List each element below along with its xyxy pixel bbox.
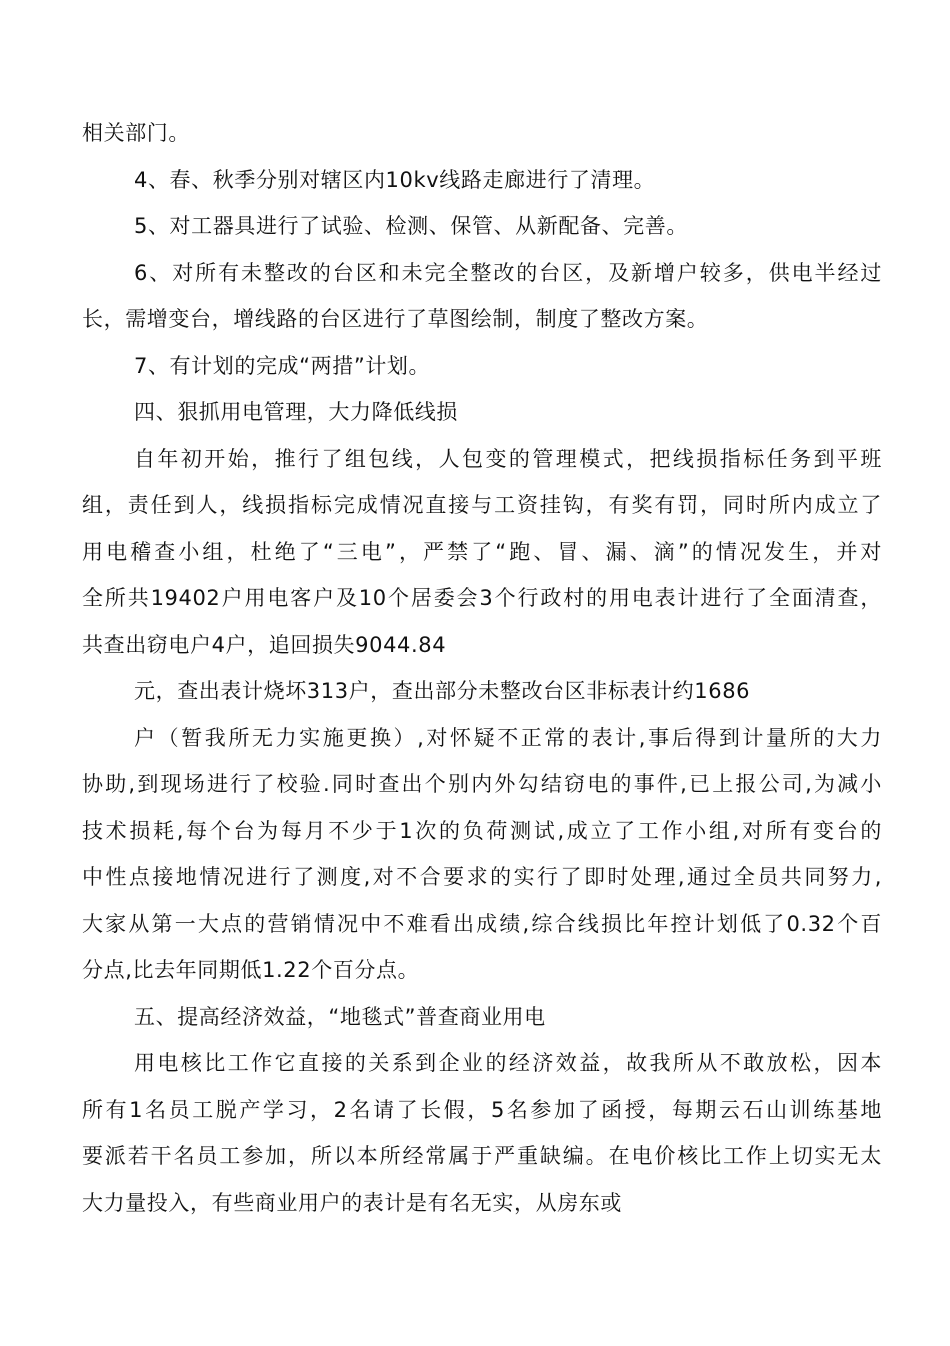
paragraph-line: 组，责任到人，线损指标完成情况直接与工资挂钩，有奖有罚，同时所内成立了 xyxy=(82,493,882,517)
paragraph-line: 元，查出表计烧坏313户，查出部分未整改台区非标表计约1686 xyxy=(134,679,751,703)
text-line: 长，需增变台，增线路的台区进行了草图绘制，制度了整改方案。 xyxy=(82,307,709,331)
paragraph-line: 共查出窃电户4户，追回损失9044.84 xyxy=(82,632,447,657)
paragraph-line: 自年初开始，推行了组包线，人包变的管理模式，把线损指标任务到平班 xyxy=(134,446,882,471)
paragraph-line: 全所共19402户用电客户及10个居委会3个行政村的用电表计进行了全面清查， xyxy=(82,586,882,610)
paragraph-line: 协助,到现场进行了校验.同时查出个别内外勾结窃电的事件,已上报公司,为减小 xyxy=(82,772,882,796)
list-item-4: 4、春、秋季分别对辖区内10kv线路走廊进行了清理。 xyxy=(134,167,656,192)
paragraph-line: 大力量投入，有些商业用户的表计是有名无实，从房东或 xyxy=(82,1190,622,1215)
paragraph-line: 分点,比去年同期低1.22个百分点。 xyxy=(82,958,420,982)
paragraph-line: 大家从第一大点的营销情况中不难看出成绩,综合线损比年控计划低了0.32个百 xyxy=(82,911,882,936)
paragraph-line: 中性点接地情况进行了测度,对不合要求的实行了即时处理,通过全员共同努力, xyxy=(82,865,882,889)
paragraph-line: 户（暂我所无力实施更换）,对怀疑不正常的表计,事后得到计量所的大力 xyxy=(134,725,882,750)
paragraph-line: 用电稽查小组，杜绝了“三电”，严禁了“跑、冒、漏、滴”的情况发生，并对 xyxy=(82,539,882,564)
list-item-7: 7、有计划的完成“两措”计划。 xyxy=(134,353,431,378)
section-heading-5: 五、提高经济效益，“地毯式”普查商业用电 xyxy=(134,1004,546,1029)
text-line: 相关部门。 xyxy=(82,121,190,145)
document-body xyxy=(82,110,882,1226)
list-item-5: 5、对工器具进行了试验、检测、保管、从新配备、完善。 xyxy=(134,214,688,238)
list-item-6: 6、对所有未整改的台区和未完全整改的台区，及新增户较多，供电半经过 xyxy=(134,260,882,285)
paragraph-line: 用电核比工作它直接的关系到企业的经济效益，故我所从不敢放松，因本 xyxy=(134,1051,882,1075)
paragraph-line: 所有1名员工脱产学习，2名请了长假，5名参加了函授，每期云石山训练基地 xyxy=(82,1097,882,1122)
paragraph-line: 要派若干名员工参加，所以本所经常属于严重缺编。在电价核比工作上切实无太 xyxy=(82,1144,882,1168)
section-heading-4: 四、狠抓用电管理，大力降低线损 xyxy=(134,400,458,424)
paragraph-line: 技术损耗,每个台为每月不少于1次的负荷测试,成立了工作小组,对所有变台的 xyxy=(82,818,882,843)
